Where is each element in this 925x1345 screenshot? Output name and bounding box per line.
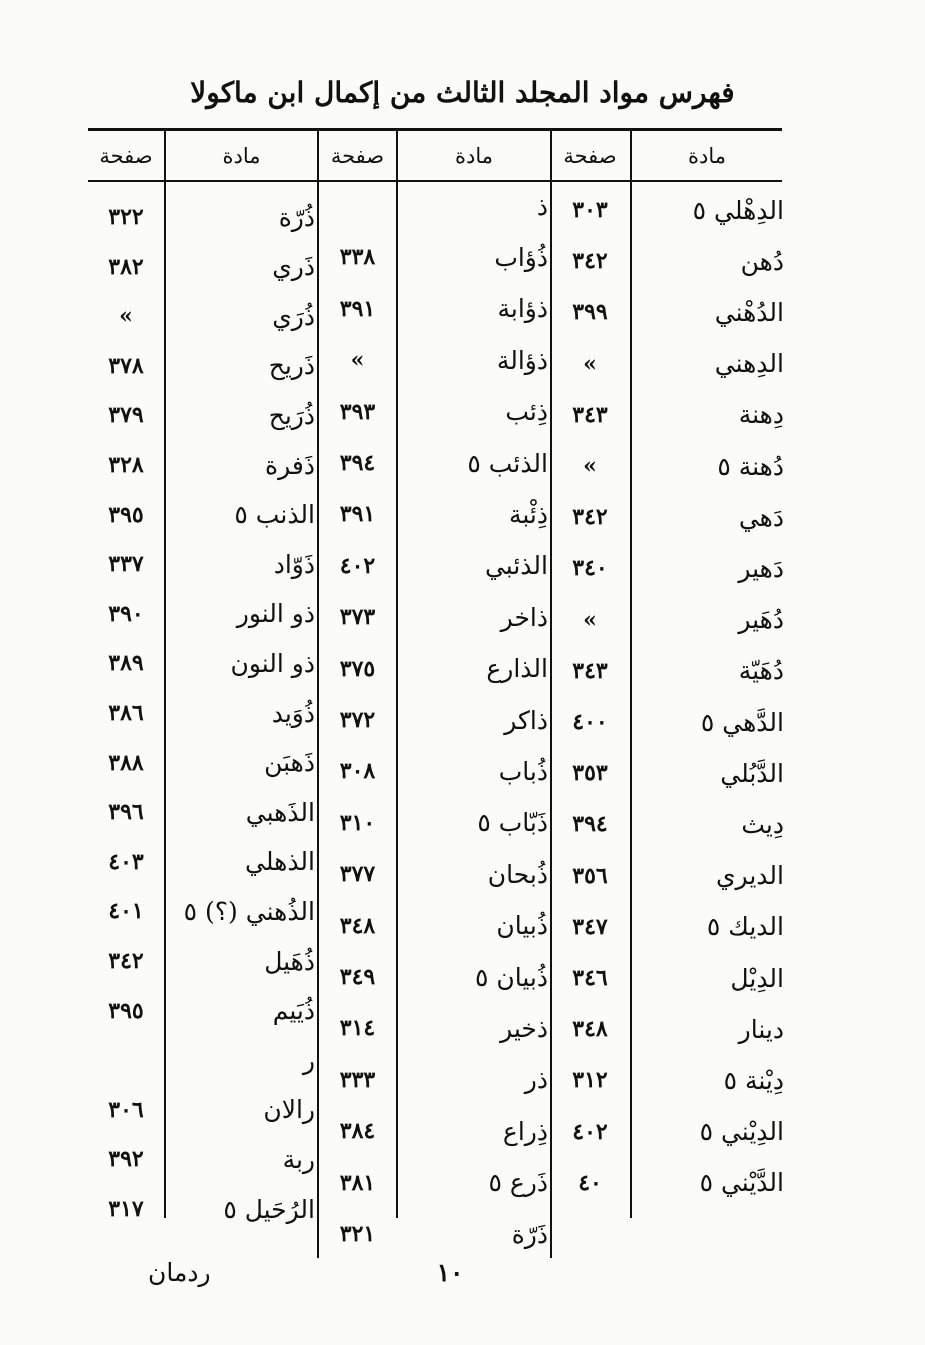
entry-word: ذِئب [505,397,548,427]
entry-word: ذَوّاد [273,549,315,579]
entry-word: ذِراع [502,1116,548,1146]
entry-page: ٣٥٦ [572,862,608,889]
entry-page: » [583,350,597,377]
entry-page [319,184,396,228]
entry-page: ٣١٧ [108,1196,144,1222]
entry-word: ذر [524,1065,548,1095]
entry-page: ٣٧٣ [339,604,376,631]
entry-page: » [350,347,365,374]
entry-page: ٣٤٣ [572,657,608,684]
entry-word: ذَريح [268,351,315,381]
entry-word: ذاخر [500,602,548,632]
entry-word: ذُبحان [487,859,548,889]
entry-word: ذو النون [230,648,315,678]
entry-word: الدِيْل [730,963,784,993]
entry-page: ٣٤٢ [572,248,608,275]
entry-page: ٣٨٦ [108,700,144,726]
entry-word: الدُهْني [714,297,784,327]
column-divider [164,128,166,1218]
entry-page: ٣٢٨ [108,452,144,478]
header-safha: صفحة [563,144,617,168]
entry-word: الذئب ٥ [467,448,548,478]
entry-word: الديك ٥ [706,912,784,942]
entry-word: الذنب ٥ [234,500,315,530]
entry-word: دينار [738,1014,784,1044]
entry-word: ذُوَيد [271,698,315,728]
entry-word: الذارع [486,654,548,684]
entry-word: ذِئْبة [508,499,548,529]
entry-page: ٣٤٢ [572,504,608,531]
entry-page: ٣٩٦ [108,799,144,826]
column-divider [396,128,398,1218]
entry-word: الذَهبي [245,797,315,827]
entry-page: ٣٣٣ [339,1066,376,1093]
entry-page: ٣٢١ [339,1221,376,1247]
entry-word: الدِهْلي ٥ [692,195,784,225]
entry-page: ٣٩١ [339,501,376,528]
entry-word: ذُباب [498,756,548,786]
entry-page: ٣٧٥ [339,655,376,682]
entry-page: ٣٤٧ [572,913,608,940]
top-rule [88,128,782,131]
entry-word: ذُرّة [278,202,315,232]
entry-word: ذَرّة [511,1219,548,1249]
entry-word: رالان [263,1095,315,1125]
entry-page: ٤٠٢ [339,552,376,579]
entry-page: ٤٠٢ [572,1118,608,1145]
entry-page: ٣٠٦ [108,1096,144,1123]
entry-word: ذُيَيم [272,996,315,1026]
entry-page: ٣٩٢ [108,1146,144,1173]
header-maddah: مادة [222,144,261,168]
entry-word: دُهَيّة [738,656,784,686]
entry-page: ٣٩٥ [108,501,144,528]
entry-word: ذ [536,191,548,221]
entry-page: ٣٤٩ [339,964,376,990]
column-divider [630,128,632,1218]
page-number: ١٠ [436,1258,464,1287]
entry-page: ٣٢٢ [108,204,144,230]
entry-word: ذخير [500,1013,548,1043]
entry-page: ٣٥٣ [572,760,608,787]
entry-word: الدَّبُلي [720,758,784,788]
entry-word: ذُبيان ٥ [475,962,548,992]
entry-page: ٣٧٨ [108,352,144,379]
entry-page: ٣٤٣ [572,401,608,428]
header-safha: صفحة [330,144,385,168]
entry-page: ٣١٤ [339,1015,376,1042]
entry-page: ٣٩٤ [339,450,376,476]
header-safha: صفحة [99,144,153,168]
entry-word: ذَري [272,252,315,282]
entry-word: ذُؤاب [494,242,548,272]
entry-word: الدِهني [714,349,784,379]
entry-page: ٣٤٨ [572,1016,608,1043]
entry-word: الذئبي [484,551,548,581]
entry-word: ذَبّاب ٥ [477,808,548,838]
entry-page: ٣٤٨ [339,912,376,939]
entry-page: ٣٣٨ [339,244,376,271]
entry-word: الديري [715,861,784,891]
entry-page: ٣٩٠ [108,600,144,627]
header-rule [88,180,782,182]
entry-page: ٣٧٩ [108,402,144,429]
entry-page: ٣٨٩ [108,650,144,677]
entry-page: ٣٨١ [339,1169,376,1196]
entry-word: الدِيْني ٥ [699,1117,784,1147]
index-table [88,128,782,1260]
entry-word: ذُرَي [272,301,315,331]
page-title: فهرس مواد المجلد الثالث من إكمال ابن ماكولا [190,76,735,109]
entry-page: ٣٠٣ [572,197,608,223]
entry-word: دِيث [741,809,784,839]
entry-word: دِيْنة ٥ [723,1065,784,1095]
entry-page: ٤٠٣ [108,848,144,875]
entry-word: دُهنة ٥ [717,451,784,481]
entry-page: ٣٩٥ [108,997,144,1024]
entry-word: دِهنة [738,400,784,430]
entry-word: الدَّهي ٥ [700,707,784,737]
entry-word: دُهن [740,246,784,276]
entry-word: ذؤابة [497,294,548,324]
entry-word: دَهي [738,502,784,532]
entry-word: ذُرَيح [268,400,315,430]
entry-page: ٣٧٧ [339,861,376,888]
entry-word: الرُحَيل ٥ [223,1194,315,1224]
entry-page: ٣٩٣ [339,398,376,425]
header-maddah: مادة [688,144,727,168]
entry-word: ذاكر [504,705,548,735]
entry-page: ٣٩٤ [572,811,608,838]
entry-word: الذُهني (؟) ٥ [183,896,315,926]
entry-page: ٣٨٨ [108,749,144,776]
entry-word: ذو النور [236,599,315,629]
entry-word: ذُهَيل [264,946,315,976]
entry-word: الذهلي [245,847,315,877]
entry-word: ربة [282,1144,315,1174]
entry-page: ٣٧٢ [339,707,376,733]
entry-page: ٤٠١ [108,898,144,925]
entry-page: ٣٨٤ [339,1118,376,1145]
entry-page: ٣١٢ [572,1067,608,1094]
entry-word: ر [302,1045,315,1075]
entry-word: الدَّيْني ٥ [699,1168,784,1198]
header-maddah: مادة [455,144,494,168]
entry-page [88,1038,164,1082]
entry-word: ذَفرة [265,450,315,480]
catchword: ردمان [148,1258,211,1287]
entry-word: ذَهبَن [264,748,315,778]
entry-page: ٣٠٨ [339,758,376,785]
entry-page: ٤٠٠ [572,709,608,735]
entry-page: » [583,606,597,633]
entry-word: دُهَير [738,605,784,635]
entry-page: ٤٠ [578,1169,602,1196]
entry-page: ٣٨٢ [108,253,144,280]
entry-page: » [119,303,133,330]
entry-word: ذؤالة [496,345,548,375]
entry-page: ٣٤٠ [572,555,608,582]
entry-page: ٣٩٩ [572,299,608,326]
entry-page: ٣٩١ [339,295,376,322]
entry-word: ذَرع ٥ [488,1168,548,1198]
entry-word: ذُبيان [496,911,548,941]
entry-page: ٣٤٦ [572,965,608,991]
entry-word: دَهير [738,553,784,583]
entry-page: ٣٤٢ [108,948,144,974]
entry-page: ٣١٠ [339,809,376,836]
entry-page: ٣٣٧ [108,551,144,578]
entry-page: » [583,453,597,479]
